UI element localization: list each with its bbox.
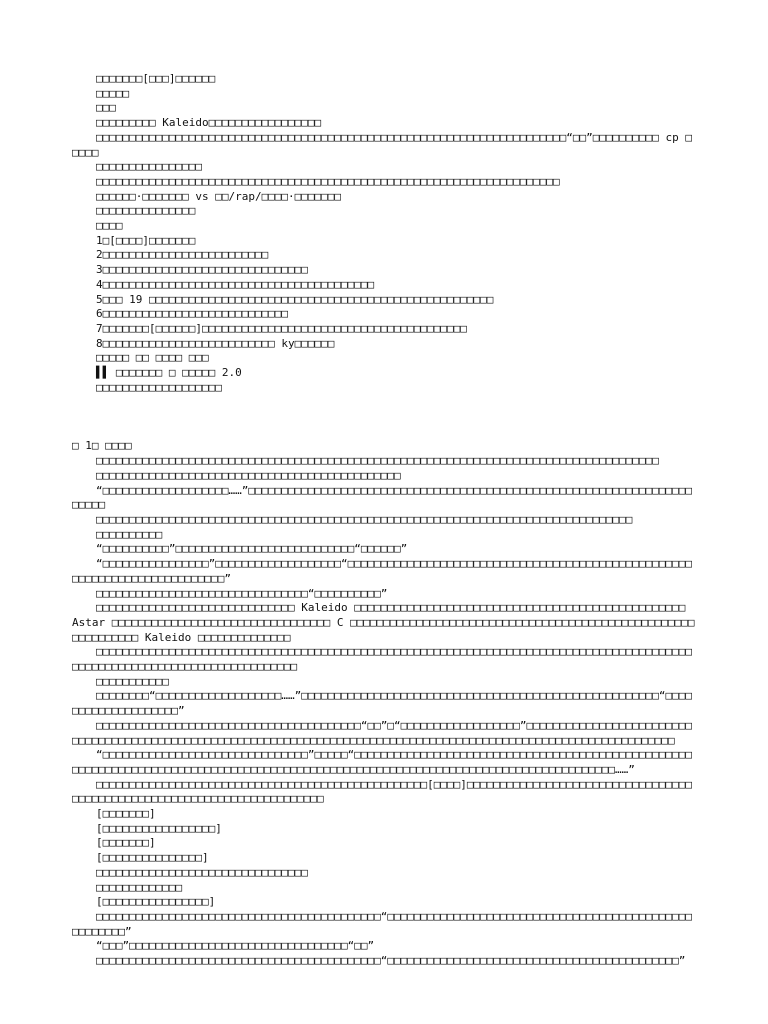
body-paragraph: □□□□□□□□□□ [96, 527, 163, 541]
intro-line: □□□□□ □□ □□□□ □□□ [96, 351, 209, 365]
document-page [72, 72, 696, 969]
body-paragraph: [□□□□□□□□□□□□□□□□] [96, 895, 216, 909]
intro-line: □□□□□□□[□□□]□□□□□□ [96, 72, 216, 85]
body-paragraph: □□□□□□□□□□□□□□□□□□□□□□□□□□□□□□ Kaleido □□□□□□□□□□□□□□□□□□□□□□□□□□□□□□□□□□□□□□□□□□□□□□□□□□ Astar □□□□□□□□□□□□□□□□□□□□□□□□□□□□□□□□□ C □□□□□□□□□□□□□□□□□□□□□□□□□□□□□□□□□□□□□□□□□□□□□□□□□□□□□□□□□□□□□□ Kaleido □□□□□□□□□□□□□□ [72, 601, 695, 644]
intro-line: □□□□□ [96, 86, 130, 100]
body-paragraph: [□□□□□□□] [96, 807, 156, 821]
intro-line: 1□[□□□□]□□□□□□□ [96, 233, 196, 247]
chapter-title: □ 1□ □□□□ [72, 439, 132, 453]
body-paragraph: “□□□□□□□□□□□□□□□□□□□……”□□□□□□□□□□□□□□□□□□□□□□□□□□□□□□□□□□□□□□□□□□□□□□□□□□□□□□□□□□□□□□□□□□□□□□□□ [72, 483, 693, 512]
intro-line: □□□□□□□□□□□□□□□□□□□ [96, 380, 222, 394]
intro-line: □□□□□□□□□□□□□□□□ [96, 160, 202, 174]
body-paragraph: □□□□□□□□□□□□□□□□□□□□□□□□□□□□□□□□ [96, 865, 308, 879]
body-paragraph: □□□□□□□□□□□□□□□□□□□□□□□□□□□□□□□□□□□□□□□□□□□“□□□□□□□□□□□□□□□□□□□□□□□□□□□□□□□□□□□□□□□□□□□□” [96, 954, 686, 968]
intro-line: ▌▌ □□□□□□□ □ □□□□□ 2.0 [96, 366, 242, 380]
intro-line: 4□□□□□□□□□□□□□□□□□□□□□□□□□□□□□□□□□□□□□□□□□ [96, 277, 375, 291]
body-paragraph: “□□□□□□□□□□□□□□□□”□□□□□□□□□□□□□□□□□□□“□□□□□□□□□□□□□□□□□□□□□□□□□□□□□□□□□□□□□□□□□□□□□□□□□□□□□□□□□□□□□□□□□□□□□□□□□□□” [72, 557, 693, 585]
body-paragraph: □□□□□□□□□□□□□□□□□□□□□□□□□□□□□□□□□□□□□□□□□□□□□□□□□□[□□□□]□□□□□□□□□□□□□□□□□□□□□□□□□□□□□□□□□□□□□□□□□□□□□□□□□□□□□□□□□□□□□□□□□□□□□□□□ [72, 777, 693, 806]
body-paragraph: □□□□□□□□□□□□□□□□□□□□□□□□□□□□□□□□□□□□□□□□□□□□□□□□□□□□□□□□□□□□□□□□□□□□□□□□□□□□□□□□□□□□□ [96, 454, 659, 468]
intro-line: □□□□□□□□□□□□□□□□□□□□□□□□□□□□□□□□□□□□□□□□□□□□□□□□□□□□□□□□□□□□□□□□□□□□□□ [96, 174, 560, 188]
intro-line: 6□□□□□□□□□□□□□□□□□□□□□□□□□□□□ [96, 307, 289, 321]
intro-line: 5□□□ 19 □□□□□□□□□□□□□□□□□□□□□□□□□□□□□□□□□□□□□□□□□□□□□□□□□□□□ [96, 292, 494, 306]
body-paragraph: □□□□□□□□□□□□□□□□□□□□□□□□□□□□□□□□□□□□□□□□□□□“□□□□□□□□□□□□□□□□□□□□□□□□□□□□□□□□□□□□□□□□□□□□□□□□□□□□□□” [72, 909, 693, 938]
intro-line: □□□□□□□□□□□□□□□□□□□□□□□□□□□□□□□□□□□□□□□□□□□□□□□□□□□□□□□□□□□□□□□□□□□□□□□“□□”□□□□□□□□□□ cp □□□□□ [72, 130, 693, 159]
intro-line: □□□□□□□□□ Kaleido□□□□□□□□□□□□□□□□□ [96, 116, 322, 130]
body-paragraph: [□□□□□□□□□□□□□□□] [96, 851, 209, 865]
intro-line: □□□□□□·□□□□□□□ vs □□/rap/□□□□·□□□□□□□ [96, 189, 342, 203]
section-gap [72, 395, 696, 439]
chapter-body [72, 454, 696, 969]
body-paragraph: □□□□□□□□“□□□□□□□□□□□□□□□□□□□……”□□□□□□□□□□□□□□□□□□□□□□□□□□□□□□□□□□□□□□□□□□□□□□□□□□□□□□“□□□□□□□□□□□□□□□□□□□□” [72, 689, 693, 718]
intro-line: □□□□ [96, 219, 123, 233]
intro-line: 8□□□□□□□□□□□□□□□□□□□□□□□□□□ ky□□□□□□ [96, 336, 335, 350]
body-paragraph: □□□□□□□□□□□ [96, 674, 169, 688]
body-paragraph: “□□□□□□□□□□”□□□□□□□□□□□□□□□□□□□□□□□□□□□“□□□□□□” [96, 542, 408, 556]
intro-line: □□□ [96, 101, 116, 115]
body-paragraph: □□□□□□□□□□□□□□□□□□□□□□□□□□□□□□□□□□□□□□□□□□□□□□□□□□□□□□□□□□□□□□□□□□□□□□□□□□□□□□□□□ [96, 512, 633, 526]
body-paragraph: [□□□□□□□□□□□□□□□□□] [96, 821, 222, 835]
intro-section [72, 72, 696, 395]
intro-line: 7□□□□□□□[□□□□□□]□□□□□□□□□□□□□□□□□□□□□□□□□□□□□□□□□□□□□□□□ [96, 321, 467, 335]
body-paragraph: □□□□□□□□□□□□□ [96, 880, 183, 894]
body-paragraph: “□□□”□□□□□□□□□□□□□□□□□□□□□□□□□□□□□□□□□“□□” [96, 939, 375, 953]
body-paragraph: □□□□□□□□□□□□□□□□□□□□□□□□□□□□□□□□“□□□□□□□□□□” [96, 586, 388, 600]
body-paragraph: □□□□□□□□□□□□□□□□□□□□□□□□□□□□□□□□□□□□□□□□“□□”□“□□□□□□□□□□□□□□□□□□”□□□□□□□□□□□□□□□□□□□□□□□□□□□□□□□□□□□□□□□□□□□□□□□□□□□□□□□□□□□□□□□□□□□□□□□□□□□□□□□□□□□□□□□□□□□□□□□□□□□□□□□□□□□□□□□□□□□□ [72, 718, 693, 747]
body-paragraph: [□□□□□□□] [96, 836, 156, 850]
intro-line: 2□□□□□□□□□□□□□□□□□□□□□□□□□ [96, 248, 269, 262]
intro-line: □□□□□□□□□□□□□□□ [96, 204, 196, 218]
intro-line: 3□□□□□□□□□□□□□□□□□□□□□□□□□□□□□□□ [96, 263, 308, 277]
body-paragraph: “□□□□□□□□□□□□□□□□□□□□□□□□□□□□□□□”□□□□□“□□□□□□□□□□□□□□□□□□□□□□□□□□□□□□□□□□□□□□□□□□□□□□□□□□□□□□□□□□□□□□□□□□□□□□□□□□□□□□□□□□□□□□□□□□□□□□□□□□□□□□□□□□□□□□□□□□□□□□□□□□□□□□□□□□□□□……” [72, 748, 693, 776]
body-paragraph: □□□□□□□□□□□□□□□□□□□□□□□□□□□□□□□□□□□□□□□□□□□□□□□□□□□□□□□□□□□□□□□□□□□□□□□□□□□□□□□□□□□□□□□□□□□□□□□□□□□□□□□□□□□□□□□□□□□□□□□□□□□□ [72, 645, 693, 674]
body-paragraph: □□□□□□□□□□□□□□□□□□□□□□□□□□□□□□□□□□□□□□□□□□□□□□ [96, 468, 401, 482]
